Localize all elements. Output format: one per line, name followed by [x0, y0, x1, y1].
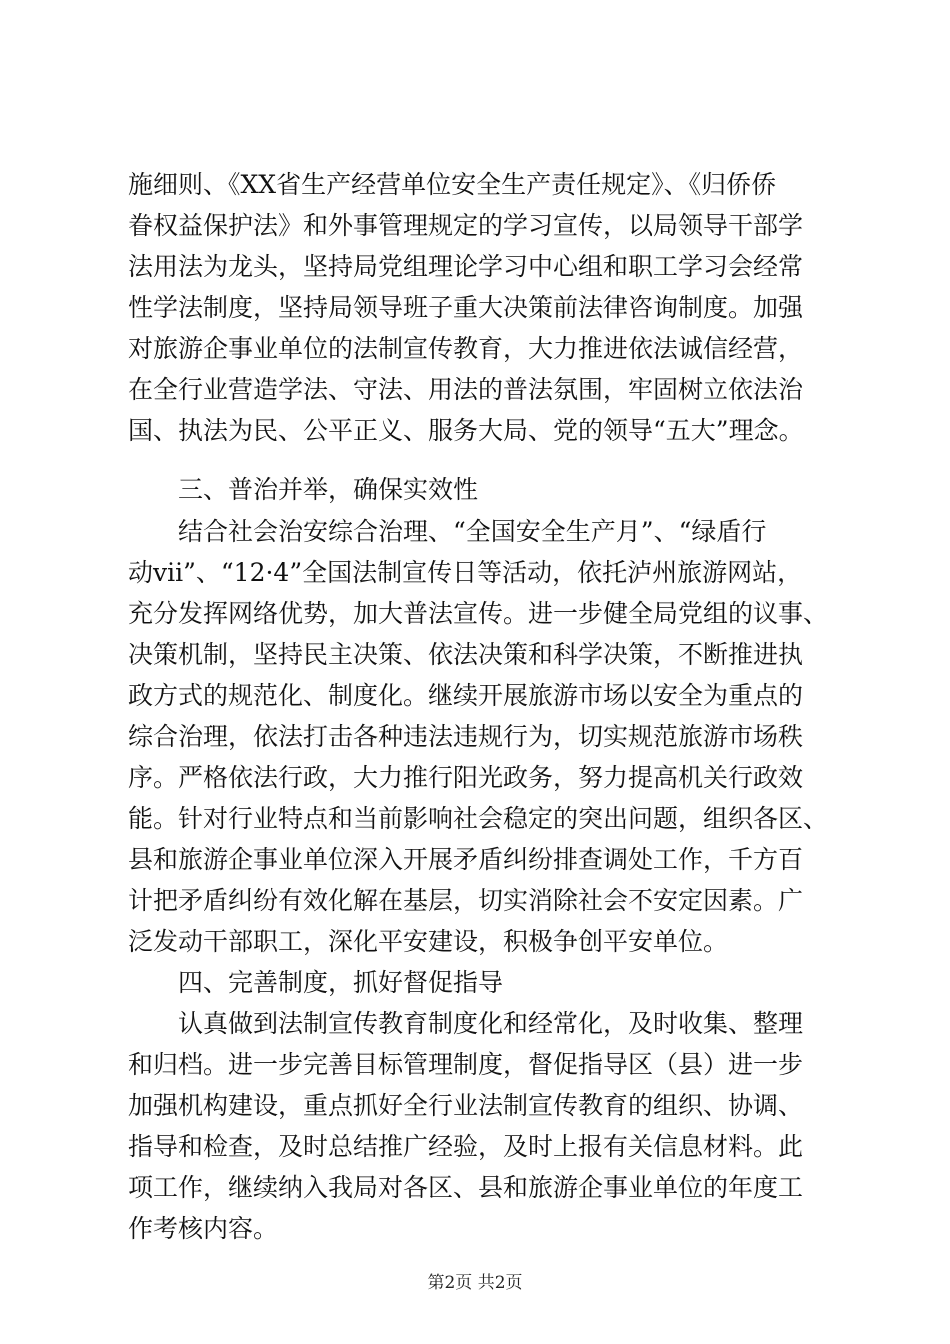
- paragraph-line: 能。针对行业特点和当前影响社会稳定的突出问题，组织各区、: [128, 804, 829, 833]
- paragraph-line: 作考核内容。: [128, 1214, 279, 1243]
- paragraph-line: 和归档。进一步完善目标管理制度，督促指导区（县）进一步: [128, 1050, 804, 1079]
- paragraph-line: 指导和检查，及时总结推广经验，及时上报有关信息材料。此: [128, 1132, 804, 1161]
- paragraph-line: 眷权益保护法》和外事管理规定的学习宣传，以局领导干部学: [128, 211, 804, 240]
- paragraph-line: 充分发挥网络优势，加大普法宣传。进一步健全局党组的议事、: [128, 599, 829, 628]
- paragraph-line: 加强机构建设，重点抓好全行业法制宣传教育的组织、协调、: [128, 1091, 804, 1120]
- page-number-footer: 第2页 共2页: [427, 1273, 523, 1293]
- paragraph-line: 认真做到法制宣传教育制度化和经常化，及时收集、整理: [178, 1009, 804, 1038]
- paragraph-line: 施细则、《XX省生产经营单位安全生产责任规定》、《归侨侨: [128, 170, 777, 199]
- paragraph-line: 法用法为龙头，坚持局党组理论学习中心组和职工学习会经常: [128, 252, 804, 281]
- section-heading: 四、完善制度，抓好督促指导: [178, 968, 504, 997]
- paragraph-line: 在全行业营造学法、守法、用法的普法氛围，牢固树立依法治: [128, 375, 804, 404]
- paragraph-line: 对旅游企事业单位的法制宣传教育，大力推进依法诚信经营，: [128, 334, 804, 363]
- paragraph-line: 计把矛盾纠纷有效化解在基层，切实消除社会不安定因素。广: [128, 886, 804, 915]
- paragraph-line: 结合社会治安综合治理、“全国安全生产月”、“绿盾行: [178, 517, 767, 546]
- paragraph-line: 泛发动干部职工，深化平安建设，积极争创平安单位。: [128, 927, 729, 956]
- section-heading: 三、普治并举，确保实效性: [178, 475, 479, 504]
- paragraph-line: 国、执法为民、公平正义、服务大局、党的领导“五大”理念。: [128, 416, 804, 445]
- paragraph-line: 项工作，继续纳入我局对各区、县和旅游企事业单位的年度工: [128, 1173, 804, 1202]
- paragraph-line: 县和旅游企事业单位深入开展矛盾纠纷排查调处工作，千方百: [128, 845, 804, 874]
- paragraph-line: 决策机制，坚持民主决策、依法决策和科学决策，不断推进执: [128, 640, 804, 669]
- paragraph-line: 政方式的规范化、制度化。继续开展旅游市场以安全为重点的: [128, 681, 804, 710]
- paragraph-line: 性学法制度，坚持局领导班子重大决策前法律咨询制度。加强: [128, 293, 804, 322]
- paragraph-line: 序。严格依法行政，大力推行阳光政务，努力提高机关行政效: [128, 763, 804, 792]
- paragraph-line: 综合治理，依法打击各种违法违规行为，切实规范旅游市场秩: [128, 722, 804, 751]
- paragraph-line: 动ⅶ”、“12·4”全国法制宣传日等活动，依托泸州旅游网站，: [128, 558, 803, 587]
